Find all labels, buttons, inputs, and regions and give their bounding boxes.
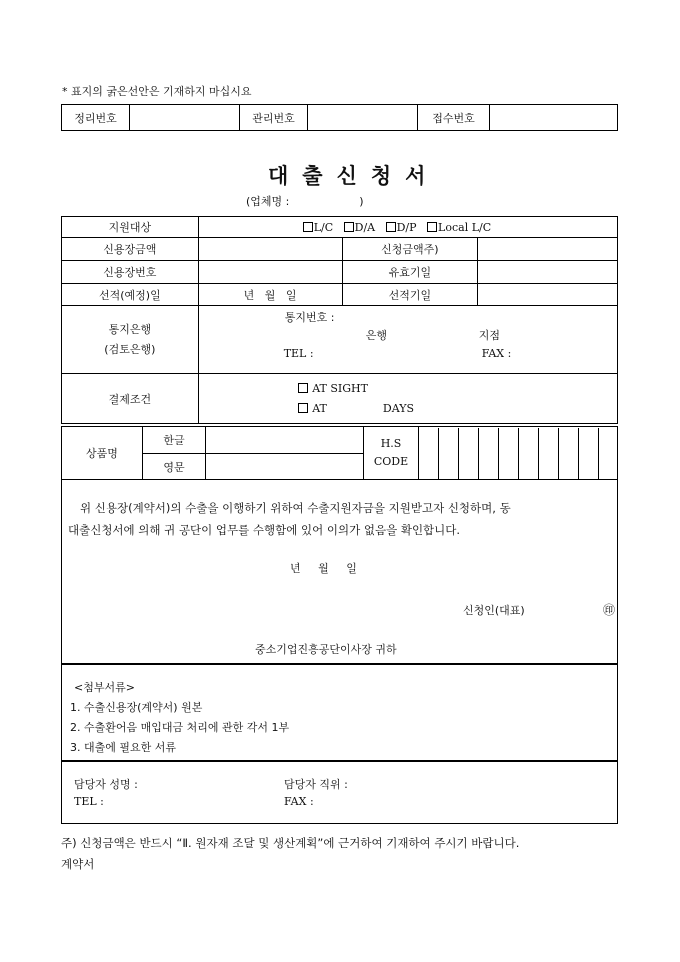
- payment-terms-label: 결제조건: [62, 374, 199, 424]
- company-name-line: (업체명 : ): [246, 195, 364, 208]
- lc-amount-field[interactable]: [198, 238, 342, 261]
- hs-code-label: H.S CODE: [364, 427, 419, 480]
- request-amount-label: 신청금액주): [342, 238, 478, 261]
- bank-fax-label: FAX :: [481, 346, 512, 360]
- notify-bank-field[interactable]: 통지번호 : 은행 지점 TEL : FAX :: [198, 306, 617, 374]
- declaration-line-2: 대출신청서에 의해 귀 공단이 업무를 수행함에 있어 이의가 없음을 확인합니다.: [68, 523, 461, 537]
- hs-code-field[interactable]: [419, 427, 618, 480]
- attachment-item: 1. 수출신용장(계약서) 원본: [70, 701, 203, 714]
- request-amount-field[interactable]: [478, 238, 618, 261]
- attachments-box: [61, 664, 618, 761]
- footnote-line-2: 계약서: [61, 857, 95, 871]
- declaration-date[interactable]: 년 월 일: [290, 562, 357, 575]
- lc-number-label: 신용장번호: [62, 261, 199, 284]
- registration-table: [61, 104, 618, 131]
- shipment-date-label: 선적(예정)일: [62, 284, 199, 306]
- sort-number-label: 정리번호: [62, 105, 130, 131]
- expiry-field[interactable]: [478, 261, 618, 284]
- notify-bank-label: 통지은행 (검토은행): [62, 306, 199, 374]
- support-target-label: 지원대상: [62, 217, 199, 238]
- receipt-number-label: 접수번호: [418, 105, 490, 131]
- sort-number-field[interactable]: [130, 105, 240, 131]
- da-checkbox[interactable]: D/A: [344, 221, 375, 234]
- receipt-number-field[interactable]: [490, 105, 618, 131]
- attachment-item: 2. 수출환어음 매입대금 처리에 관한 각서 1부: [70, 721, 290, 734]
- attachment-item: 3. 대출에 필요한 서류: [70, 741, 176, 754]
- contact-box: [61, 761, 618, 824]
- lc-checkbox[interactable]: L/C: [303, 221, 333, 234]
- bank-name-label: 은행: [365, 328, 387, 342]
- local-lc-checkbox[interactable]: Local L/C: [427, 221, 491, 234]
- support-target-options: [198, 217, 617, 238]
- seal-icon: ㊞: [603, 603, 616, 617]
- bank-tel-label: TEL :: [283, 346, 314, 360]
- declaration-line-1: 위 신용장(계약서)의 수출을 이행하기 위하여 수출지원자금을 지원받고자 신청하며, 동: [80, 501, 511, 515]
- product-name-label: 상품명: [62, 427, 143, 480]
- footnote-line-1: 주) 신청금액은 반드시 “Ⅱ. 원자재 조달 및 생산계획”에 근거하여 기재하여 주시기 바랍니다.: [61, 836, 520, 850]
- shipment-deadline-label: 선적기일: [342, 284, 478, 306]
- lc-number-field[interactable]: [198, 261, 342, 284]
- page-title: 대출신청서: [268, 163, 440, 188]
- management-number-field[interactable]: [308, 105, 418, 131]
- korean-name-field[interactable]: [206, 427, 364, 454]
- dp-checkbox[interactable]: D/P: [386, 221, 417, 234]
- management-number-label: 관리번호: [240, 105, 308, 131]
- english-name-label: 영문: [143, 454, 206, 480]
- korean-name-label: 한글: [143, 427, 206, 454]
- shipment-deadline-field[interactable]: [478, 284, 618, 306]
- expiry-label: 유효기일: [342, 261, 478, 284]
- at-days-option[interactable]: AT DAYS: [298, 399, 613, 419]
- declaration-box: [61, 478, 618, 664]
- at-sight-option[interactable]: AT SIGHT: [298, 379, 613, 399]
- recipient-line: 중소기업진흥공단이사장 귀하: [255, 643, 397, 656]
- header-note: * 표지의 굵은선안은 기재하지 마십시요: [62, 85, 252, 98]
- bank-branch-label: 지점: [478, 328, 500, 342]
- lc-amount-label: 신용장금액: [62, 238, 199, 261]
- contact-name-label: 담당자 성명 :: [74, 778, 138, 791]
- shipment-date-field[interactable]: 년 월 일: [198, 284, 342, 306]
- contact-tel-label: TEL :: [74, 795, 104, 808]
- applicant-label: 신청인(대표): [463, 604, 525, 617]
- loan-form-table: [61, 216, 618, 424]
- product-table: [61, 426, 618, 480]
- payment-terms-options: [198, 374, 617, 424]
- contact-fax-label: FAX :: [284, 795, 314, 808]
- contact-position-label: 담당자 직위 :: [284, 778, 348, 791]
- english-name-field[interactable]: [206, 454, 364, 480]
- attachments-heading: <첨부서류>: [74, 681, 135, 694]
